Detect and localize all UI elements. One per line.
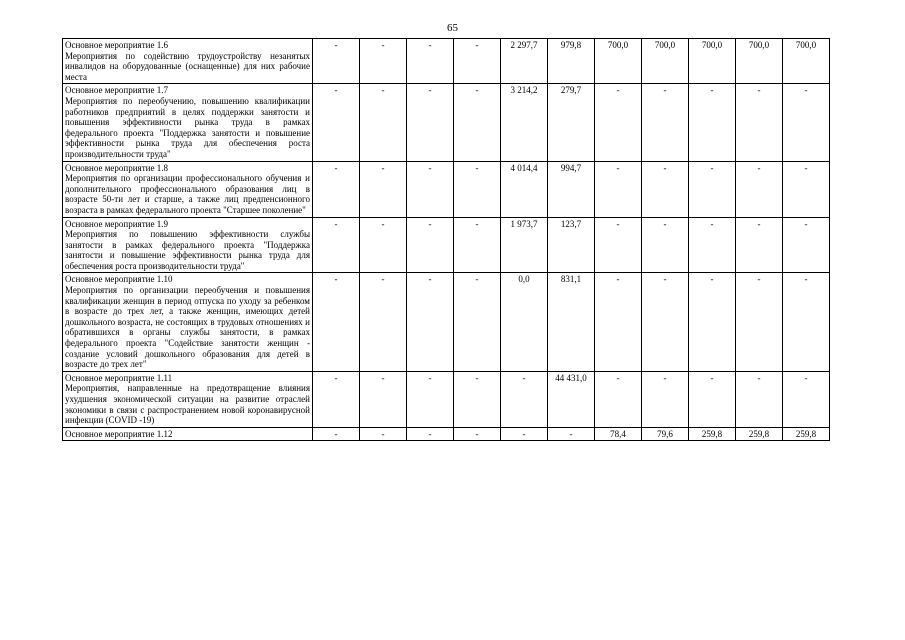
value-cell: 3 214,2 [501,84,548,161]
value-cell: 831,1 [548,273,595,371]
page-number: 65 [447,22,458,34]
table-row [63,371,830,427]
value-cell: - [689,84,736,161]
program-activities-table [62,38,830,441]
table-row [63,217,830,273]
value-cell: - [501,371,548,427]
value-cell: 700,0 [642,39,689,84]
table-body [63,39,830,441]
value-cell: - [689,371,736,427]
value-cell: - [595,273,642,371]
activity-description-cell [63,84,313,161]
value-cell: - [454,39,501,84]
value-cell: - [407,84,454,161]
value-cell: - [595,84,642,161]
activity-description-cell [63,273,313,371]
value-cell: - [454,427,501,441]
value-cell: - [313,161,360,217]
value-cell: - [642,273,689,371]
activity-text: Мероприятия по содействию трудоустройству незанятых инвалидов на оборудованные (оснащенные) для них рабочие места [65,50,310,82]
value-cell: 44 431,0 [548,371,595,427]
activity-text: Мероприятия по организации переобучения и повышения квалификации женщин в период отпуска по уходу за ребенком в возрасте до трех лет, а также женщин, имеющих детей дошкольного возраста, не состоящих в трудовых отношениях и обратившихся в органы службы занятости, в рамках федерального проекта "Содействие занятости женщин - создание условий дошкольного образования для детей в возрасте до трех лет" [65,285,310,370]
value-cell: - [454,84,501,161]
value-cell: - [736,217,783,273]
activity-description-cell [63,39,313,84]
value-cell: - [407,427,454,441]
value-cell: - [360,217,407,273]
value-cell: - [360,427,407,441]
value-cell: 1 973,7 [501,217,548,273]
value-cell: - [407,273,454,371]
activity-title: Основное мероприятие 1.12 [65,428,173,439]
value-cell: - [689,273,736,371]
table-row [63,273,830,371]
value-cell: - [783,273,830,371]
value-cell: - [736,273,783,371]
value-cell: - [736,84,783,161]
value-cell: - [313,84,360,161]
activity-text: Мероприятия по переобучению, повышению квалификации работников предприятий в целях поддержки занятости и повышения эффективности рынка труда в рамках федерального проекта "Поддержка занятости и повышение эффективности рынка труда для обеспечения роста производительности труда" [65,95,310,159]
value-cell: 2 297,7 [501,39,548,84]
activity-title: Основное мероприятие 1.7 [65,85,168,96]
value-cell: - [783,84,830,161]
value-cell: - [783,217,830,273]
value-cell: - [642,161,689,217]
activity-description-cell [63,427,313,441]
value-cell: 700,0 [783,39,830,84]
value-cell: - [548,427,595,441]
activity-text: Мероприятия по повышению эффективности службы занятости в рамках федерального проекта "Поддержка занятости и повышение эффективности рынка труда для обеспечения роста производительности труда" [65,229,310,271]
value-cell: - [407,371,454,427]
value-cell: - [689,161,736,217]
activity-description-cell [63,217,313,273]
value-cell: - [407,39,454,84]
value-cell: - [454,371,501,427]
value-cell: 123,7 [548,217,595,273]
value-cell: 279,7 [548,84,595,161]
value-cell: 78,4 [595,427,642,441]
value-cell: - [360,273,407,371]
value-cell: - [313,273,360,371]
activity-title: Основное мероприятие 1.8 [65,162,168,173]
table-row [63,161,830,217]
value-cell: 259,8 [783,427,830,441]
table-row [63,39,830,84]
value-cell: - [642,217,689,273]
value-cell: - [360,161,407,217]
value-cell: 700,0 [595,39,642,84]
value-cell: 4 014,4 [501,161,548,217]
value-cell: - [595,371,642,427]
value-cell: - [736,161,783,217]
activity-title: Основное мероприятие 1.9 [65,218,168,229]
value-cell: - [313,217,360,273]
value-cell: - [454,217,501,273]
value-cell: 994,7 [548,161,595,217]
value-cell: - [642,84,689,161]
value-cell: - [360,84,407,161]
value-cell: - [407,161,454,217]
activity-title: Основное мероприятие 1.11 [65,372,173,383]
value-cell: - [313,371,360,427]
value-cell: 259,8 [736,427,783,441]
table-row [63,84,830,161]
value-cell: 79,6 [642,427,689,441]
value-cell: - [454,273,501,371]
value-cell: - [595,161,642,217]
value-cell: - [595,217,642,273]
value-cell: - [501,427,548,441]
value-cell: - [783,371,830,427]
value-cell: - [642,371,689,427]
value-cell: - [313,427,360,441]
value-cell: 259,8 [689,427,736,441]
value-cell: - [360,39,407,84]
value-cell: - [407,217,454,273]
activity-description-cell [63,371,313,427]
value-cell: - [313,39,360,84]
activity-text: Мероприятия, направленные на предотвращение влияния ухудшения экономической ситуации на развитие отраслей экономики в связи с распространением новой коронавирусной инфекции (COVID -19) [65,383,310,426]
value-cell: - [360,371,407,427]
value-cell: 979,8 [548,39,595,84]
activity-description-cell [63,161,313,217]
value-cell: 700,0 [736,39,783,84]
value-cell: 700,0 [689,39,736,84]
value-cell: - [736,371,783,427]
table-row [63,427,830,441]
activity-text: Мероприятия по организации профессионального обучения и дополнительного профессионального образования лиц в возрасте 50-ти лет и старше, а также лиц предпенсионного возраста в рамках федерального проекта "Старшее поколение" [65,173,310,215]
activity-title: Основное мероприятие 1.10 [65,274,173,285]
value-cell: 0,0 [501,273,548,371]
value-cell: - [454,161,501,217]
value-cell: - [783,161,830,217]
value-cell: - [689,217,736,273]
activity-title: Основное мероприятие 1.6 [65,40,168,50]
